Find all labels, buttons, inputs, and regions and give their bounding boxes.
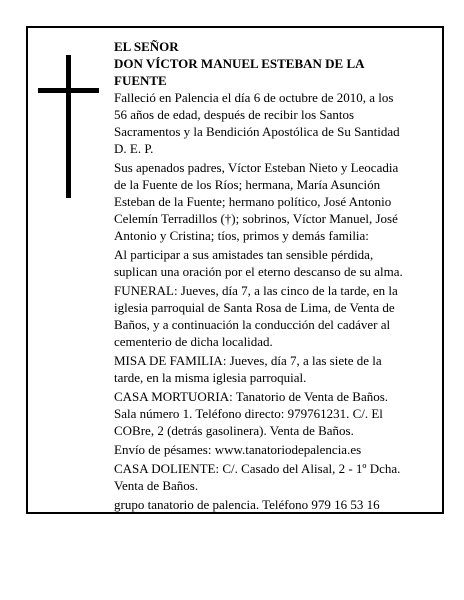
- family-line: Celemín Terradillos (†); sobrinos, Víctor Manuel, José: [114, 211, 398, 226]
- mortuary-paragraph: [114, 388, 436, 439]
- cross-icon: [66, 55, 71, 198]
- family-paragraph: [114, 159, 436, 244]
- mortuary-line: Sala número 1. Teléfono directo: 979761231. C/. El: [114, 406, 383, 421]
- death-line: Sacramentos y la Bendición Apostólica de Su Santidad: [114, 124, 400, 139]
- death-line: D. E. P.: [114, 141, 154, 156]
- name-line: DON VÍCTOR MANUEL ESTEBAN DE LA: [114, 56, 365, 71]
- footer-paragraph: [114, 496, 436, 513]
- death-line: Falleció en Palencia el día 6 de octubre de 2010, a los: [114, 90, 394, 105]
- funeral-line: iglesia parroquial de Santa Rosa de Lima, de Venta de: [114, 300, 395, 315]
- name-line: FUENTE: [114, 73, 167, 88]
- footer-line: grupo tanatorio de palencia. Teléfono 979 16 53 16: [114, 497, 380, 512]
- mortuary-line: CASA MORTUORIA: Tanatorio de Venta de Baños.: [114, 389, 389, 404]
- mass-line: tarde, en la misma iglesia parroquial.: [114, 370, 307, 385]
- family-line: Esteban de la Fuente; hermano político, José Antonio: [114, 194, 392, 209]
- prayer-line: Al participar a sus amistades tan sensible pérdida,: [114, 247, 374, 262]
- funeral-line: FUNERAL: Jueves, día 7, a las cinco de la tarde, en la: [114, 283, 398, 298]
- home-line: CASA DOLIENTE: C/. Casado del Alisal, 2 - 1º Dcha.: [114, 461, 401, 476]
- home-line: Venta de Baños.: [114, 478, 199, 493]
- mass-paragraph: [114, 352, 436, 386]
- funeral-paragraph: [114, 282, 436, 350]
- title-line: EL SEÑOR: [114, 39, 179, 54]
- mortuary-line: COBre, 2 (detrás gasolinera). Venta de Baños.: [114, 423, 354, 438]
- mass-line: MISA DE FAMILIA: Jueves, día 7, a las siete de la: [114, 353, 382, 368]
- prayer-paragraph: [114, 246, 436, 280]
- prayer-line: suplican una oración por el eterno descanso de su alma.: [114, 264, 403, 279]
- family-line: Sus apenados padres, Víctor Esteban Nieto y Leocadia: [114, 160, 399, 175]
- funeral-line: cementerio de dicha localidad.: [114, 334, 273, 349]
- death-line: 56 años de edad, después de recibir los Santos: [114, 107, 355, 122]
- cross-icon-crossbar: [38, 88, 99, 93]
- heading-block: [114, 38, 436, 89]
- obituary-text: [114, 38, 436, 513]
- family-line: Antonio y Cristina; tíos, primos y demás familia:: [114, 228, 369, 243]
- death-paragraph: [114, 89, 436, 157]
- funeral-line: Baños, y a continuación la conducción del cadáver al: [114, 317, 391, 332]
- family-line: de la Fuente de los Ríos; hermana, María Asunción: [114, 177, 381, 192]
- condolences-line: Envío de pésames: www.tanatoriodepalencia.es: [114, 442, 362, 457]
- home-paragraph: [114, 460, 436, 494]
- condolences-paragraph: [114, 441, 436, 458]
